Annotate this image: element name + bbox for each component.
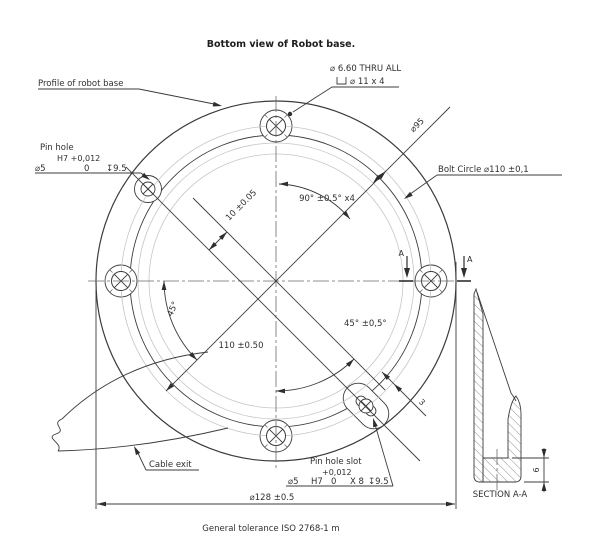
section-marker-label: A bbox=[398, 249, 404, 258]
dim-diameter-95: ⌀95 bbox=[408, 116, 427, 135]
section-base-wall bbox=[483, 396, 521, 482]
profile-leader bbox=[139, 89, 219, 105]
pin-hole-fit: H7 +0,012 bbox=[57, 154, 101, 163]
pin-hole-depth: ↧9.5 bbox=[106, 164, 127, 174]
pin-slot-length: X 8 bbox=[350, 477, 364, 487]
section-cut-marker-left bbox=[399, 249, 413, 281]
counterbore-note-line2: ⌀ 11 x 4 bbox=[350, 77, 385, 87]
pin-slot-depth: ↧9.5 bbox=[368, 477, 389, 487]
dim-slot-width: 3 bbox=[416, 397, 427, 408]
section-view bbox=[473, 289, 549, 500]
counterbore-note-line1: ⌀ 6.60 THRU ALL bbox=[330, 64, 402, 74]
angle-45-tol-arc bbox=[276, 359, 354, 391]
dim-10: 10 ±0.05 bbox=[224, 188, 260, 224]
cable-exit-break-line bbox=[52, 419, 62, 451]
section-label: SECTION A-A bbox=[472, 490, 528, 500]
counterbore-icon bbox=[337, 77, 346, 84]
section-cut-marker-right bbox=[457, 255, 473, 281]
pin-hole-size: ⌀5 bbox=[35, 164, 46, 174]
pin-slot-tol-upper: +0,012 bbox=[322, 468, 352, 477]
cable-exit-note bbox=[132, 445, 199, 470]
cable-exit-label: Cable exit bbox=[149, 460, 192, 470]
center-diagonal-line bbox=[193, 198, 385, 390]
section-left-wall bbox=[474, 289, 483, 482]
section-marker-label: A bbox=[467, 255, 473, 264]
pin-hole-note bbox=[35, 143, 151, 182]
drawing-title: Bottom view of Robot base. bbox=[206, 39, 356, 50]
profile-label: Profile of robot base bbox=[38, 79, 124, 89]
pin-slot-size: ⌀5 bbox=[288, 477, 299, 487]
pin-hole-tol-lower: 0 bbox=[84, 164, 90, 174]
pin-slot-fit: H7 bbox=[311, 477, 323, 487]
pin-slot-tol-lower: 0 bbox=[331, 477, 337, 487]
counterbore-note bbox=[288, 64, 402, 116]
dim-angle-45: 45° bbox=[165, 300, 181, 319]
dim-angle-90: 90° ±0.5° x4 bbox=[299, 194, 355, 204]
dim-diameter-128: ⌀128 ±0.5 bbox=[249, 493, 295, 503]
dim-110: 110 ±0.50 bbox=[218, 341, 264, 351]
dim-angle-45-tol: 45° ±0,5° bbox=[344, 319, 387, 329]
bolt-circle-label: Bolt Circle ⌀110 ±0,1 bbox=[438, 165, 529, 175]
tolerance-footnote: General tolerance ISO 2768-1 m bbox=[202, 524, 340, 534]
pin-slot-title: Pin hole slot bbox=[310, 457, 362, 467]
cable-exit-lower-edge bbox=[58, 428, 228, 451]
dim-wall-6: 6 bbox=[532, 467, 541, 473]
angle-45-arc bbox=[164, 281, 197, 360]
leader-dot bbox=[288, 112, 292, 116]
pin-hole-title: Pin hole bbox=[40, 143, 74, 153]
